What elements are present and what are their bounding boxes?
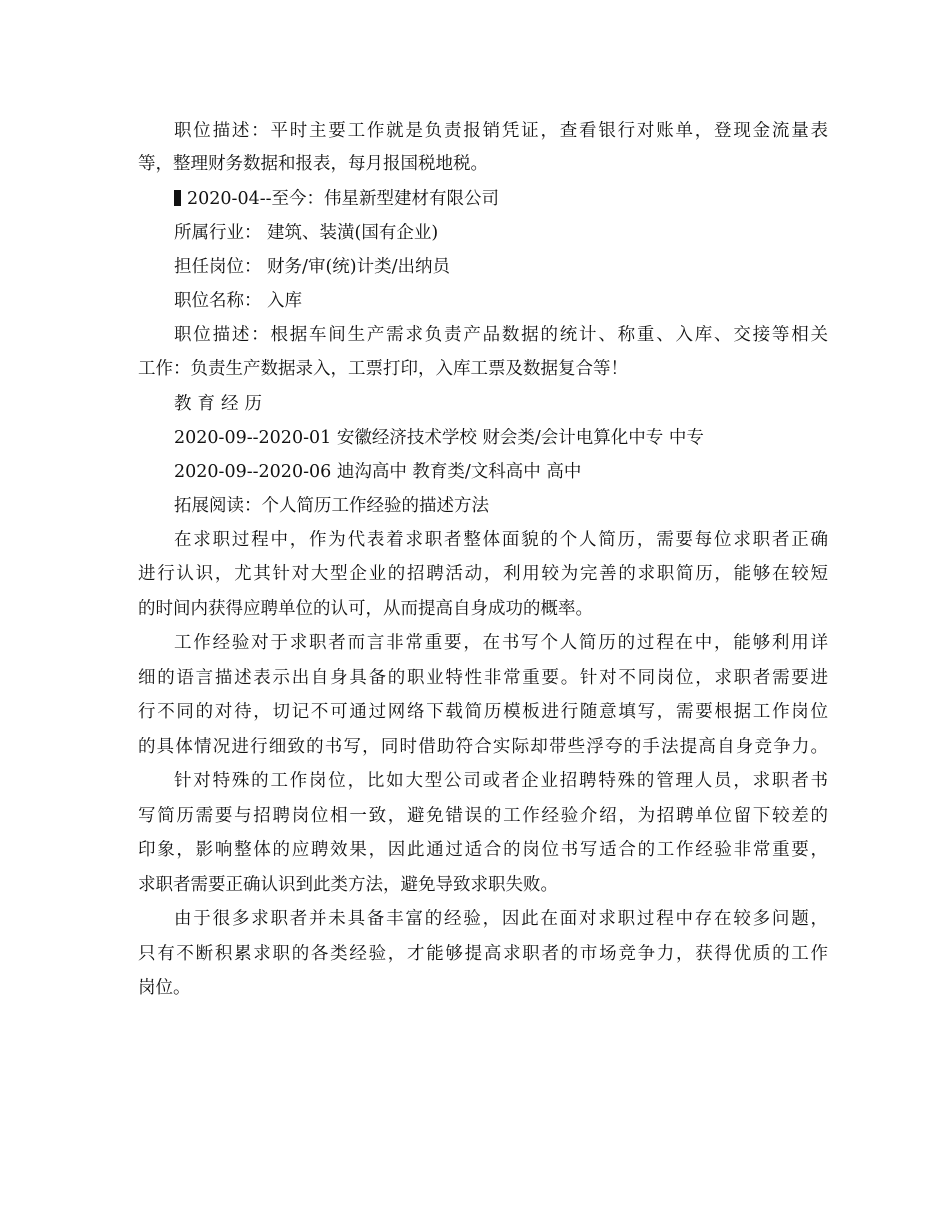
paragraph-4-line-1: 由于很多求职者并未具备丰富的经验，因此在面对求职过程中存在较多问题， [174, 909, 828, 929]
paragraph-1-line-2: 进行认识，尤其针对大型企业的招聘活动，利用较为完善的求职简历，能够在较短 [138, 564, 828, 584]
paragraph-3-line-2: 写简历需要与招聘岗位相一致，避免错误的工作经验介绍，为招聘单位留下较差的 [138, 806, 828, 826]
employment-entry-header [174, 188, 828, 210]
paragraph-4-line-2: 只有不断积累求职的各类经验，才能够提高求职者的市场竞争力，获得优质的工作 [138, 944, 828, 964]
paragraph-1-line-1: 在求职过程中，作为代表着求职者整体面貌的个人简历，需要每位求职者正确 [174, 530, 828, 550]
job-description-line-2: 等，整理财务数据和报表，每月报国税地税。 [138, 154, 488, 174]
paragraph-2-line-3: 行不同的对待，切记不可通过网络下载简历模板进行随意填写，需要根据工作岗位 [138, 702, 828, 722]
paragraph-2-line-1: 工作经验对于求职者而言非常重要，在书写个人简历的过程在中，能够利用详 [174, 633, 828, 653]
job-title-line: 职位名称： 入库 [174, 291, 303, 311]
job-description-line-1: 职位描述：平时主要工作就是负责报销凭证，查看银行对账单，登现金流量表 [174, 121, 828, 141]
paragraph-3-line-3: 印象，影响整体的应聘效果，因此通过适合的岗位书写适合的工作经验非常重要， [138, 840, 828, 860]
position-line: 担任岗位： 财务/审(统)计类/出纳员 [174, 257, 451, 277]
paragraph-4-line-3: 岗位。 [138, 978, 191, 998]
paragraph-2-line-4: 的具体情况进行细致的书写，同时借助符合实际却带些浮夸的手法提高自身竞争力。 [138, 737, 828, 757]
industry-line: 所属行业： 建筑、装潢(国有企业) [174, 223, 439, 243]
education-entry-2: 2020-09--2020-06 迪沟高中 教育类/文科高中 高中 [174, 462, 582, 482]
paragraph-1-line-3: 的时间内获得应聘单位的认可，从而提高自身成功的概率。 [138, 599, 593, 619]
education-heading: 教育经历 [174, 394, 268, 414]
job-description-2-line-1: 职位描述：根据车间生产需求负责产品数据的统计、称重、入库、交接等相关 [174, 325, 828, 345]
paragraph-3-line-4: 求职者需要正确认识到此类方法，避免导致求职失败。 [138, 875, 558, 895]
job-description-2-line-2: 工作：负责生产数据录入，工票打印，入库工票及数据复合等！ [138, 359, 628, 379]
employment-period-company: 2020-04--至今：伟星新型建材有限公司 [187, 189, 500, 209]
paragraph-2-line-2: 细的语言描述表示出自身具备的职业特性非常重要。针对不同岗位，求职者需要进 [138, 668, 828, 688]
paragraph-3-line-1: 针对特殊的工作岗位，比如大型公司或者企业招聘特殊的管理人员，求职者书 [174, 771, 828, 791]
education-entry-1: 2020-09--2020-01 安徽经济技术学校 财会类/会计电算化中专 中专 [174, 428, 704, 448]
section-marker-icon [174, 190, 181, 206]
extended-reading-title: 拓展阅读：个人简历工作经验的描述方法 [174, 496, 489, 516]
